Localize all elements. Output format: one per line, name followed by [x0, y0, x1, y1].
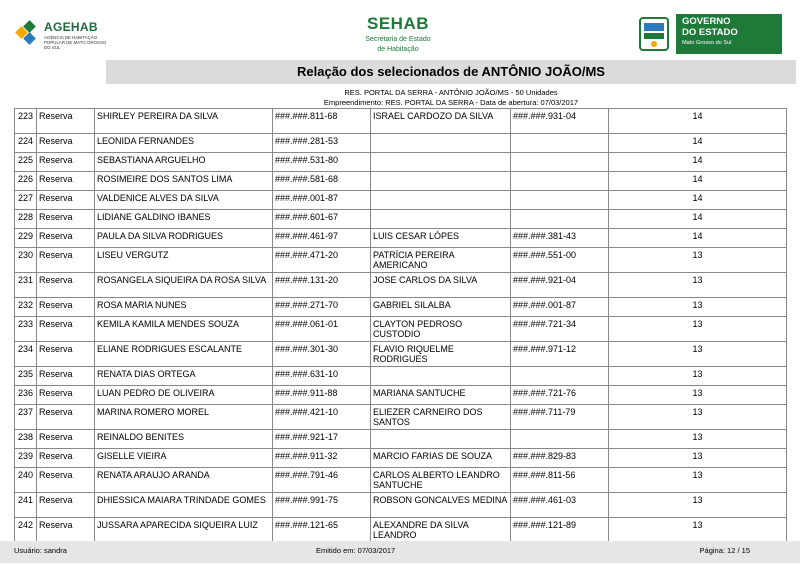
row-number: 242 [15, 518, 37, 543]
row-number: 234 [15, 342, 37, 367]
row-type: Reserva [37, 109, 95, 134]
row-number: 230 [15, 248, 37, 273]
row-spouse-name [371, 191, 511, 210]
sehab-subtitle-2: de Habitação [377, 46, 419, 53]
row-type: Reserva [37, 367, 95, 386]
table-row [15, 153, 787, 172]
row-type: Reserva [37, 191, 95, 210]
table-row [15, 468, 787, 493]
row-holder-name: ROSIMEIRE DOS SANTOS LIMA [95, 172, 273, 191]
row-spouse-cpf [511, 367, 609, 386]
row-spouse-name [371, 172, 511, 191]
row-type: Reserva [37, 248, 95, 273]
selection-table [14, 108, 787, 543]
row-spouse-cpf [511, 210, 609, 229]
row-score: 14 [609, 229, 787, 248]
row-score: 13 [609, 449, 787, 468]
table-row [15, 493, 787, 518]
row-score: 13 [609, 248, 787, 273]
governo-logo [632, 14, 782, 54]
row-spouse-cpf: ###.###.931-04 [511, 109, 609, 134]
row-spouse-cpf: ###.###.971-12 [511, 342, 609, 367]
row-spouse-name: GABRIEL SILALBA [371, 298, 511, 317]
row-number: 226 [15, 172, 37, 191]
row-score: 13 [609, 468, 787, 493]
row-spouse-cpf: ###.###.811-56 [511, 468, 609, 493]
governo-box [676, 14, 782, 54]
row-spouse-name: ROBSON GONCALVES MEDINA [371, 493, 511, 518]
row-number: 223 [15, 109, 37, 134]
row-spouse-cpf: ###.###.551-00 [511, 248, 609, 273]
row-type: Reserva [37, 430, 95, 449]
row-holder-name: DHIESSICA MAIARA TRINDADE GOMES [95, 493, 273, 518]
page-footer [0, 541, 800, 563]
row-score: 14 [609, 191, 787, 210]
row-number: 233 [15, 317, 37, 342]
table-row [15, 210, 787, 229]
row-holder-cpf: ###.###.121-65 [273, 518, 371, 543]
row-holder-cpf: ###.###.281-53 [273, 134, 371, 153]
table-row [15, 191, 787, 210]
table-row [15, 386, 787, 405]
row-spouse-cpf: ###.###.711-79 [511, 405, 609, 430]
row-score: 13 [609, 518, 787, 543]
row-holder-name: RENATA ARAUJO ARANDA [95, 468, 273, 493]
table-row [15, 342, 787, 367]
row-holder-cpf: ###.###.271-70 [273, 298, 371, 317]
footer-page-number: Página: 12 / 15 [699, 546, 750, 555]
row-spouse-cpf: ###.###.721-76 [511, 386, 609, 405]
row-spouse-cpf [511, 430, 609, 449]
row-score: 14 [609, 109, 787, 134]
row-type: Reserva [37, 449, 95, 468]
row-score: 13 [609, 430, 787, 449]
table-row [15, 109, 787, 134]
governo-line2: DO ESTADO [682, 27, 738, 38]
table-row [15, 134, 787, 153]
table-row [15, 229, 787, 248]
row-type: Reserva [37, 229, 95, 248]
row-type: Reserva [37, 386, 95, 405]
row-number: 236 [15, 386, 37, 405]
row-holder-cpf: ###.###.471-20 [273, 248, 371, 273]
row-score: 14 [609, 153, 787, 172]
row-holder-cpf: ###.###.301-30 [273, 342, 371, 367]
row-holder-cpf: ###.###.531-80 [273, 153, 371, 172]
row-spouse-name [371, 134, 511, 153]
table-row [15, 449, 787, 468]
row-score: 13 [609, 493, 787, 518]
row-spouse-cpf [511, 153, 609, 172]
row-score: 13 [609, 298, 787, 317]
row-spouse-name: JOSE CARLOS DA SILVA [371, 273, 511, 298]
row-number: 231 [15, 273, 37, 298]
row-spouse-name [371, 367, 511, 386]
row-score: 13 [609, 342, 787, 367]
row-holder-name: PAULA DA SILVA RODRIGUES [95, 229, 273, 248]
row-holder-name: JUSSARA APARECIDA SIQUEIRA LUIZ [95, 518, 273, 543]
row-spouse-name: ALEXANDRE DA SILVA LEANDRO [371, 518, 511, 543]
row-holder-cpf: ###.###.581-68 [273, 172, 371, 191]
row-holder-cpf: ###.###.001-87 [273, 191, 371, 210]
table-row [15, 518, 787, 543]
row-spouse-name: ISRAEL CARDOZO DA SILVA [371, 109, 511, 134]
row-holder-cpf: ###.###.791-46 [273, 468, 371, 493]
row-spouse-cpf [511, 172, 609, 191]
row-spouse-name [371, 430, 511, 449]
agehab-name: AGEHAB [44, 20, 98, 34]
row-type: Reserva [37, 405, 95, 430]
row-score: 13 [609, 273, 787, 298]
row-type: Reserva [37, 134, 95, 153]
footer-user: Usuário: sandra [14, 546, 67, 555]
row-number: 239 [15, 449, 37, 468]
row-spouse-cpf: ###.###.921-04 [511, 273, 609, 298]
row-holder-cpf: ###.###.061-01 [273, 317, 371, 342]
row-holder-name: SHIRLEY PEREIRA DA SILVA [95, 109, 273, 134]
title-band [106, 60, 796, 84]
row-spouse-cpf [511, 134, 609, 153]
report-title: Relação dos selecionados de ANTÔNIO JOÃO/MS [297, 64, 605, 79]
row-spouse-name [371, 210, 511, 229]
row-type: Reserva [37, 518, 95, 543]
governo-line3: Mato Grosso do Sul [682, 40, 732, 46]
row-score: 14 [609, 172, 787, 191]
row-spouse-name: CARLOS ALBERTO LEANDRO SANTUCHE [371, 468, 511, 493]
state-emblem-icon [634, 14, 674, 54]
agehab-logo [14, 18, 124, 54]
row-holder-cpf: ###.###.461-97 [273, 229, 371, 248]
row-spouse-name: LUIS CESAR LÓPES [371, 229, 511, 248]
row-type: Reserva [37, 273, 95, 298]
table-row [15, 248, 787, 273]
row-number: 237 [15, 405, 37, 430]
row-spouse-cpf: ###.###.121-89 [511, 518, 609, 543]
row-score: 13 [609, 367, 787, 386]
table-row [15, 172, 787, 191]
row-score: 14 [609, 134, 787, 153]
table-row [15, 273, 787, 298]
row-holder-name: RENATA DIAS ORTEGA [95, 367, 273, 386]
row-number: 224 [15, 134, 37, 153]
row-type: Reserva [37, 468, 95, 493]
row-spouse-cpf: ###.###.381-43 [511, 229, 609, 248]
row-holder-name: REINALDO BENITES [95, 430, 273, 449]
row-spouse-cpf: ###.###.721-34 [511, 317, 609, 342]
table-row [15, 367, 787, 386]
row-spouse-cpf [511, 191, 609, 210]
row-holder-name: LIDIANE GALDINO IBANES [95, 210, 273, 229]
row-type: Reserva [37, 172, 95, 191]
row-holder-name: LISEU VERGUTZ [95, 248, 273, 273]
agehab-subtitle: AGÊNCIA DE HABITAÇÃO POPULAR DE MATO GROSSO DO SUL [44, 35, 107, 51]
sehab-subtitle-1: Secretaria de Estado [365, 36, 431, 43]
report-subtitle: RES. PORTAL DA SERRA - ANTÔNIO JOÃO/MS - 50 Unidades [344, 88, 558, 97]
row-number: 235 [15, 367, 37, 386]
row-number: 225 [15, 153, 37, 172]
row-holder-name: ROSA MARIA NUNES [95, 298, 273, 317]
row-number: 227 [15, 191, 37, 210]
row-spouse-cpf: ###.###.001-87 [511, 298, 609, 317]
row-spouse-cpf: ###.###.461-03 [511, 493, 609, 518]
row-score: 13 [609, 405, 787, 430]
row-holder-cpf: ###.###.911-32 [273, 449, 371, 468]
row-spouse-cpf: ###.###.829-83 [511, 449, 609, 468]
row-spouse-name: MARCIO FARIAS DE SOUZA [371, 449, 511, 468]
row-spouse-name: CLAYTON PEDROSO CUSTODIO [371, 317, 511, 342]
row-holder-cpf: ###.###.631-10 [273, 367, 371, 386]
row-holder-cpf: ###.###.991-75 [273, 493, 371, 518]
row-type: Reserva [37, 493, 95, 518]
row-type: Reserva [37, 210, 95, 229]
footer-issued-date: Emitido em: 07/03/2017 [316, 546, 396, 555]
row-holder-cpf: ###.###.811-68 [273, 109, 371, 134]
row-spouse-name [371, 153, 511, 172]
row-spouse-name: ELIEZER CARNEIRO DOS SANTOS [371, 405, 511, 430]
row-holder-name: ROSANGELA SIQUEIRA DA ROSA SILVA [95, 273, 273, 298]
sehab-name: SEHAB [366, 14, 429, 33]
row-spouse-name: FLAVIO RIQUELME RODRIGUES [371, 342, 511, 367]
row-holder-cpf: ###.###.601-67 [273, 210, 371, 229]
row-type: Reserva [37, 317, 95, 342]
row-score: 14 [609, 210, 787, 229]
table-row [15, 317, 787, 342]
row-holder-name: LUAN PEDRO DE OLIVEIRA [95, 386, 273, 405]
row-holder-name: MARINA ROMERO MOREL [95, 405, 273, 430]
report-empreendimento: Empreendimento: RES. PORTAL DA SERRA - Data de abertura: 07/03/2017 [323, 98, 579, 107]
row-holder-cpf: ###.###.911-88 [273, 386, 371, 405]
row-type: Reserva [37, 342, 95, 367]
row-type: Reserva [37, 153, 95, 172]
row-score: 13 [609, 317, 787, 342]
table-row [15, 405, 787, 430]
table-row [15, 430, 787, 449]
sehab-logo [318, 14, 478, 54]
row-number: 229 [15, 229, 37, 248]
row-holder-name: SEBASTIANA ARGUELHO [95, 153, 273, 172]
row-holder-name: GISELLE VIEIRA [95, 449, 273, 468]
row-number: 232 [15, 298, 37, 317]
agehab-house-icon [14, 18, 40, 48]
row-holder-name: VALDENICE ALVES DA SILVA [95, 191, 273, 210]
row-holder-cpf: ###.###.131-20 [273, 273, 371, 298]
table-row [15, 298, 787, 317]
governo-line1: GOVERNO [682, 16, 731, 27]
row-holder-name: ELIANE RODRIGUES ESCALANTE [95, 342, 273, 367]
row-holder-cpf: ###.###.921-17 [273, 430, 371, 449]
row-holder-name: KEMILA KAMILA MENDES SOUZA [95, 317, 273, 342]
row-type: Reserva [37, 298, 95, 317]
row-holder-name: LEONIDA FERNANDES [95, 134, 273, 153]
row-spouse-name: PATRÍCIA PEREIRA AMERICANO [371, 248, 511, 273]
row-number: 241 [15, 493, 37, 518]
row-number: 228 [15, 210, 37, 229]
row-spouse-name: MARIANA SANTUCHE [371, 386, 511, 405]
row-number: 238 [15, 430, 37, 449]
row-score: 13 [609, 386, 787, 405]
row-number: 240 [15, 468, 37, 493]
row-holder-cpf: ###.###.421-10 [273, 405, 371, 430]
